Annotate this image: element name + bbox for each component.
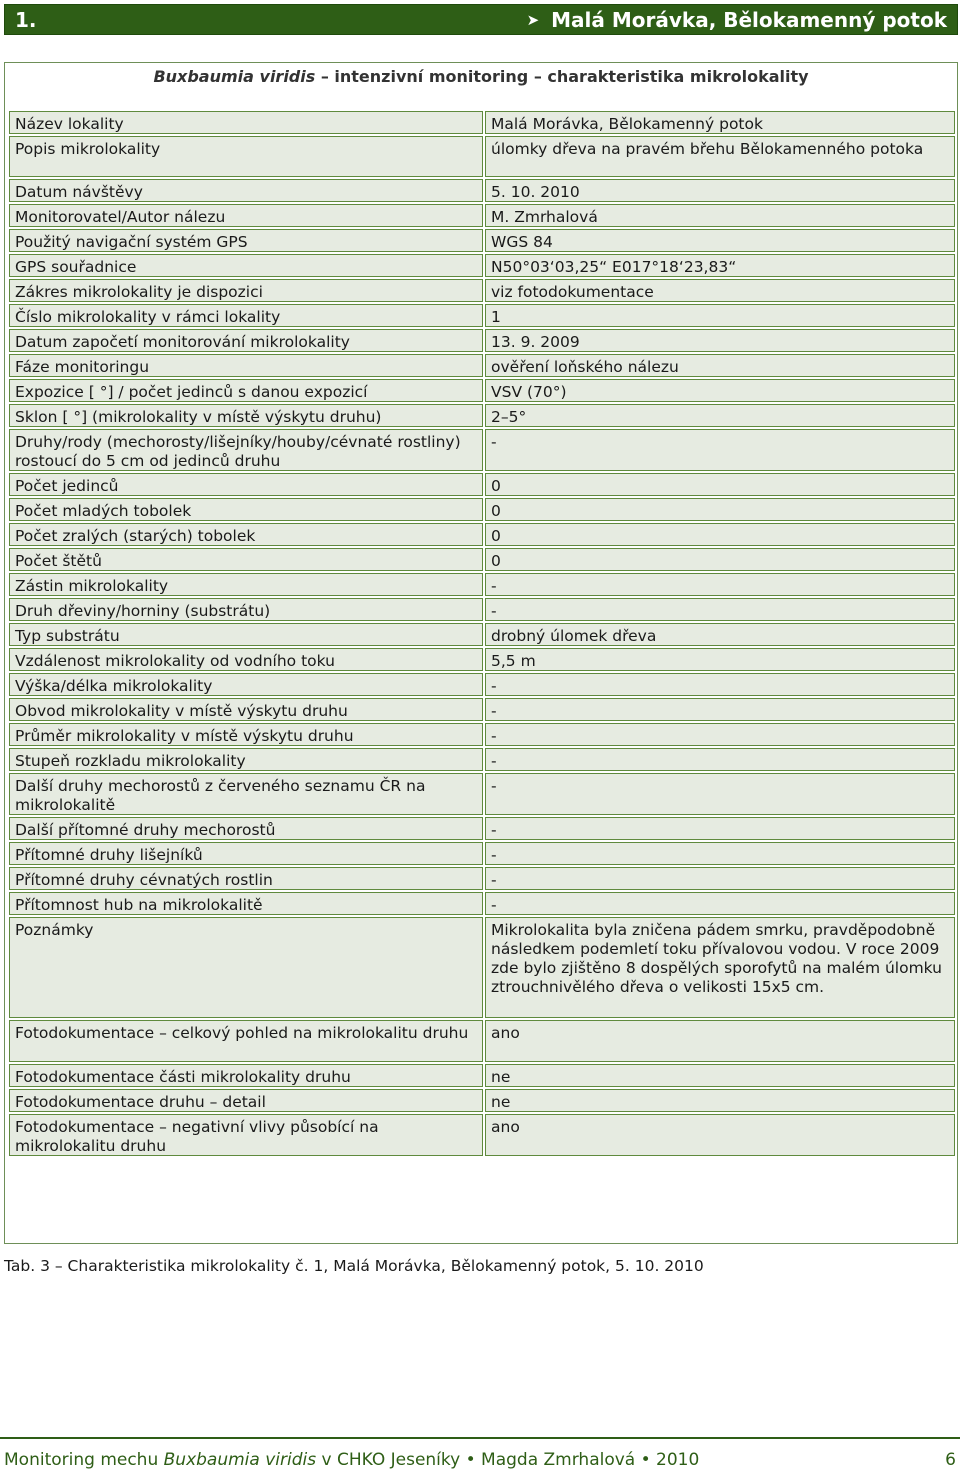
table-row	[8, 866, 956, 891]
row-label: Datum započetí monitorování mikrolokality	[9, 329, 483, 352]
row-label: Zástin mikrolokality	[9, 573, 483, 596]
row-label: Počet jedinců	[9, 473, 483, 496]
characteristics-table	[4, 62, 958, 1244]
table-row	[8, 278, 956, 303]
row-value: -	[485, 573, 955, 596]
table-row	[8, 378, 956, 403]
row-value: 2–5°	[485, 404, 955, 427]
row-value: 1	[485, 304, 955, 327]
table-row	[8, 772, 956, 816]
row-label: Název lokality	[9, 111, 483, 134]
table-row	[8, 303, 956, 328]
chevron-right-icon: ➤	[526, 11, 540, 29]
row-label: Sklon [ °] (mikrolokality v místě výskytu druhu)	[9, 404, 483, 427]
row-value: 0	[485, 548, 955, 571]
row-value: VSV (70°)	[485, 379, 955, 402]
row-value: drobný úlomek dřeva	[485, 623, 955, 646]
row-label: Fáze monitoringu	[9, 354, 483, 377]
row-value: 0	[485, 473, 955, 496]
table-row	[8, 916, 956, 1019]
table-title-text: – intenzivní monitoring – charakteristika mikrolokality	[315, 67, 809, 86]
section-title-wrap	[527, 8, 947, 32]
row-label: Druhy/rody (mechorosty/lišejníky/houby/cévnaté rostliny) rostoucí do 5 cm od jedinců druhu	[9, 429, 483, 471]
row-value: -	[485, 598, 955, 621]
row-value: -	[485, 698, 955, 721]
row-value: ověření loňského nálezu	[485, 354, 955, 377]
table-row	[8, 110, 956, 135]
row-label: Poznámky	[9, 917, 483, 1018]
table-row	[8, 522, 956, 547]
row-value: ano	[485, 1114, 955, 1156]
row-label: Průměr mikrolokality v místě výskytu druhu	[9, 723, 483, 746]
row-label: Stupeň rozkladu mikrolokality	[9, 748, 483, 771]
page-number: 6	[945, 1450, 956, 1470]
table-row	[8, 203, 956, 228]
row-label: Přítomné druhy cévnatých rostlin	[9, 867, 483, 890]
row-label: Datum návštěvy	[9, 179, 483, 202]
row-label: Druh dřeviny/horniny (substrátu)	[9, 598, 483, 621]
row-label: Fotodokumentace druhu – detail	[9, 1089, 483, 1112]
row-value: ano	[485, 1020, 955, 1062]
row-value: ne	[485, 1064, 955, 1087]
table-caption: Tab. 3 – Charakteristika mikrolokality č. 1, Malá Morávka, Bělokamenný potok, 5. 10. 2010	[4, 1257, 704, 1275]
row-value: -	[485, 673, 955, 696]
table-row	[8, 1113, 956, 1157]
row-value: ne	[485, 1089, 955, 1112]
table-row	[8, 228, 956, 253]
row-value: -	[485, 429, 955, 471]
row-value: úlomky dřeva na pravém břehu Bělokamenného potoka	[485, 136, 955, 177]
row-label: Použitý navigační systém GPS	[9, 229, 483, 252]
row-label: Počet mladých tobolek	[9, 498, 483, 521]
row-label: Popis mikrolokality	[9, 136, 483, 177]
table-row	[8, 722, 956, 747]
row-value: 5. 10. 2010	[485, 179, 955, 202]
row-value: -	[485, 892, 955, 915]
row-label: Počet štětů	[9, 548, 483, 571]
row-value: -	[485, 723, 955, 746]
row-value: N50°03‘03,25“ E017°18‘23,83“	[485, 254, 955, 277]
row-label: Zákres mikrolokality je dispozici	[9, 279, 483, 302]
row-label: Fotodokumentace – negativní vlivy působící na mikrolokalitu druhu	[9, 1114, 483, 1156]
table-row	[8, 547, 956, 572]
row-label: Fotodokumentace – celkový pohled na mikrolokalitu druhu	[9, 1020, 483, 1062]
row-label: Přítomné druhy lišejníků	[9, 842, 483, 865]
table-title	[5, 63, 957, 93]
footer-text	[4, 1450, 699, 1470]
row-label: Monitorovatel/Autor nálezu	[9, 204, 483, 227]
table-row	[8, 572, 956, 597]
table-row	[8, 428, 956, 472]
row-value: -	[485, 817, 955, 840]
table-row	[8, 747, 956, 772]
row-value: Malá Morávka, Bělokamenný potok	[485, 111, 955, 134]
table-row	[8, 647, 956, 672]
row-value: -	[485, 867, 955, 890]
table-row	[8, 497, 956, 522]
footer-suffix: v CHKO Jeseníky • Magda Zmrhalová • 2010	[316, 1450, 700, 1470]
row-value: -	[485, 748, 955, 771]
table-row	[8, 178, 956, 203]
row-label: Číslo mikrolokality v rámci lokality	[9, 304, 483, 327]
row-value: viz fotodokumentace	[485, 279, 955, 302]
row-value: 0	[485, 498, 955, 521]
table-row	[8, 597, 956, 622]
row-label: Expozice [ °] / počet jedinců s danou expozicí	[9, 379, 483, 402]
row-value: M. Zmrhalová	[485, 204, 955, 227]
table-title-species: Buxbaumia viridis	[153, 67, 316, 86]
section-number: 1.	[15, 8, 37, 32]
table-row	[8, 697, 956, 722]
row-label: Fotodokumentace části mikrolokality druhu	[9, 1064, 483, 1087]
footer-divider	[0, 1437, 960, 1439]
row-value: -	[485, 773, 955, 815]
table-row	[8, 816, 956, 841]
row-value: WGS 84	[485, 229, 955, 252]
footer-prefix: Monitoring mechu	[4, 1450, 164, 1470]
table-row	[8, 403, 956, 428]
table-row	[8, 1063, 956, 1088]
row-value: 5,5 m	[485, 648, 955, 671]
row-label: Počet zralých (starých) tobolek	[9, 523, 483, 546]
row-label: Další přítomné druhy mechorostů	[9, 817, 483, 840]
row-label: Obvod mikrolokality v místě výskytu druhu	[9, 698, 483, 721]
row-label: Další druhy mechorostů z červeného seznamu ČR na mikrolokalitě	[9, 773, 483, 815]
row-label: Typ substrátu	[9, 623, 483, 646]
table-row	[8, 135, 956, 178]
table-row	[8, 672, 956, 697]
table-row	[8, 353, 956, 378]
row-value: -	[485, 842, 955, 865]
row-label: GPS souřadnice	[9, 254, 483, 277]
table-row	[8, 1019, 956, 1063]
table-row	[8, 1088, 956, 1113]
table-row	[8, 891, 956, 916]
table-row	[8, 253, 956, 278]
table-row	[8, 622, 956, 647]
row-value: Mikrolokalita byla zničena pádem smrku, pravděpodobně následkem podemletí toku přívalovou vodou. V roce 2009 zde bylo zjištěno 8 dospělých sporofytů na malém úlomku ztrouchnivělého dřeva o velikosti 15x5 cm.	[485, 917, 955, 1018]
table-row	[8, 328, 956, 353]
row-label: Výška/délka mikrolokality	[9, 673, 483, 696]
table-row	[8, 472, 956, 497]
section-header	[4, 4, 958, 35]
section-title: Malá Morávka, Bělokamenný potok	[551, 8, 947, 32]
row-value: 13. 9. 2009	[485, 329, 955, 352]
row-label: Přítomnost hub na mikrolokalitě	[9, 892, 483, 915]
table-row	[8, 841, 956, 866]
footer-species: Buxbaumia viridis	[163, 1450, 317, 1470]
row-value: 0	[485, 523, 955, 546]
table-body	[8, 110, 956, 1157]
row-label: Vzdálenost mikrolokality od vodního toku	[9, 648, 483, 671]
